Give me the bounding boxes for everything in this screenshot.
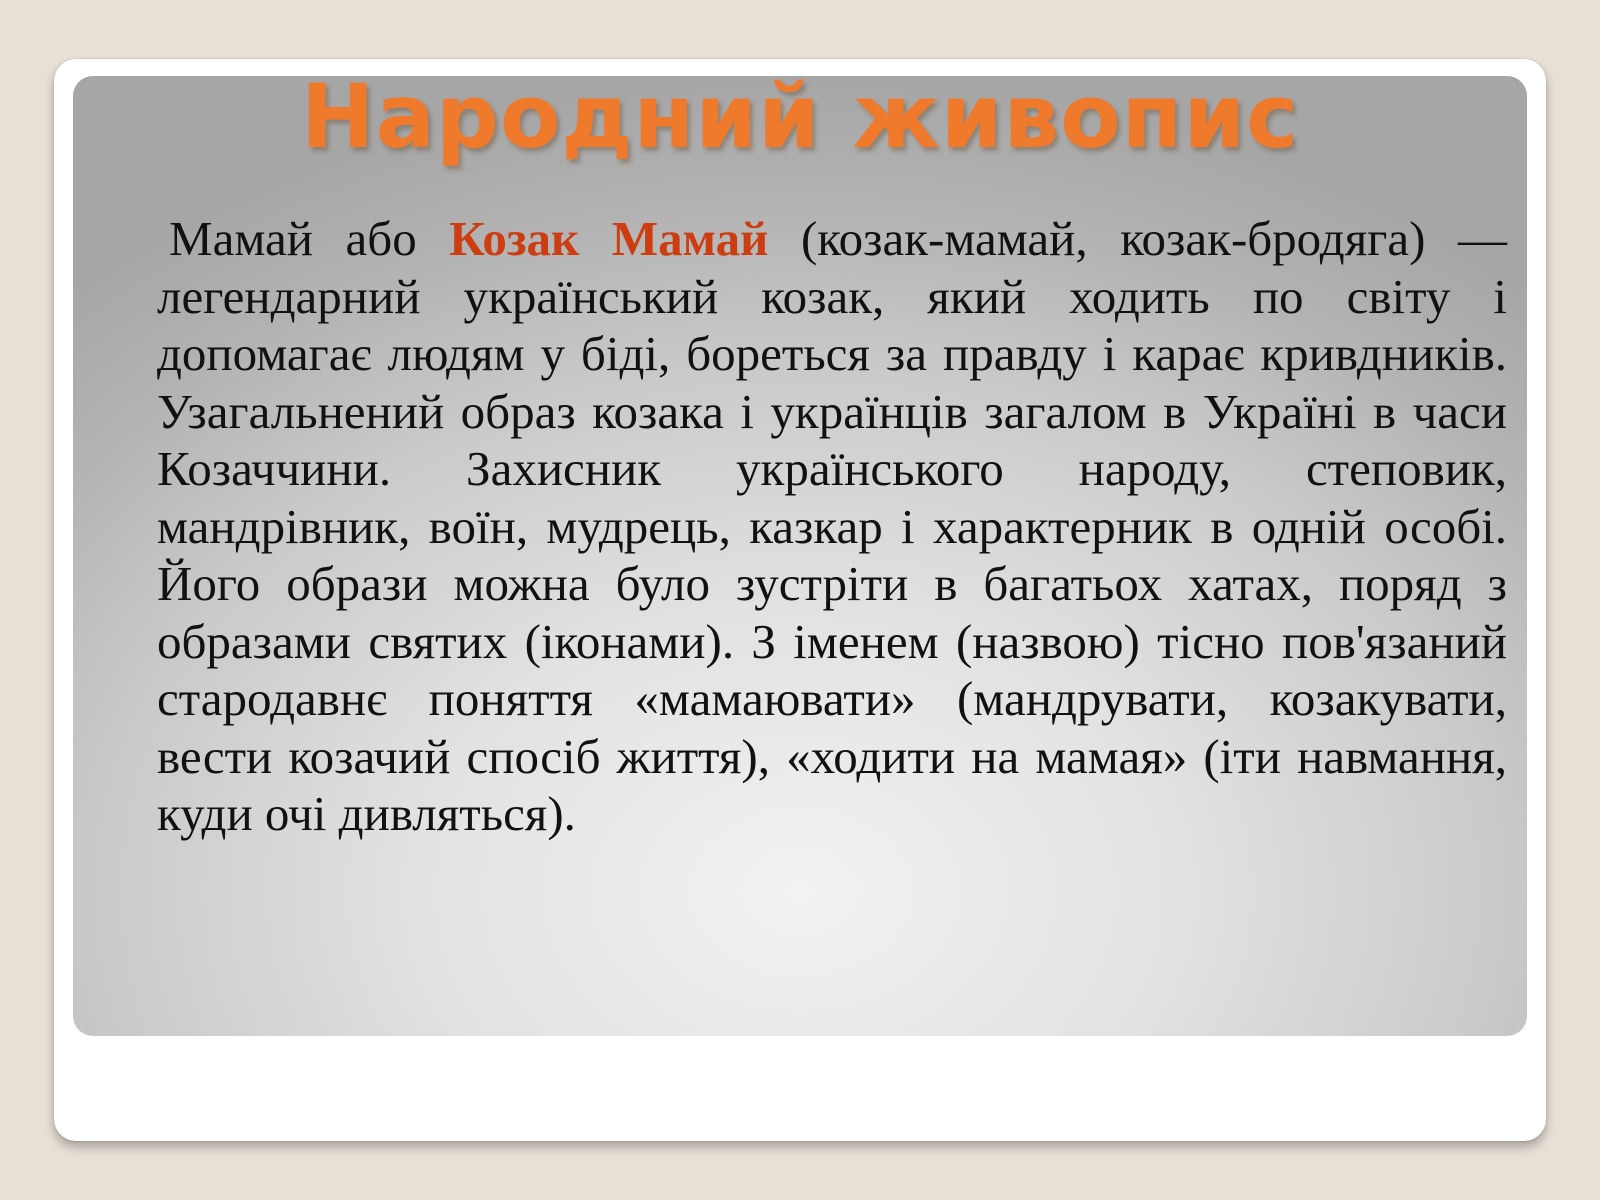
highlighted-name: Козак Мамай — [449, 211, 769, 266]
paragraph-lead: Мамай або — [169, 211, 450, 266]
slide-title: Народний живопис — [300, 65, 1300, 168]
paragraph-rest: (козак-мамай, козак-бродяга) — легендарний український козак, який ходить по світу і допомагає людям у біді, бореться за правду і карає кривдників. Узагальнений образ козака і українців загалом в Україні в часи Козаччини. Захисник українського народу, степовик, мандрівник, воїн, мудрець, казкар і характерник в одній особі. Його образи можна було зустріти в багатьох хатах, поряд з образами святих (іконами). З іменем (назвою) тісно пов'язаний стародавнє поняття «мамаювати» (мандрувати, козакувати, вести козачий спосіб життя), «ходити на мамая» (іти навмання, куди очі дивляться). — [157, 211, 1507, 841]
body-paragraph — [157, 210, 1507, 843]
